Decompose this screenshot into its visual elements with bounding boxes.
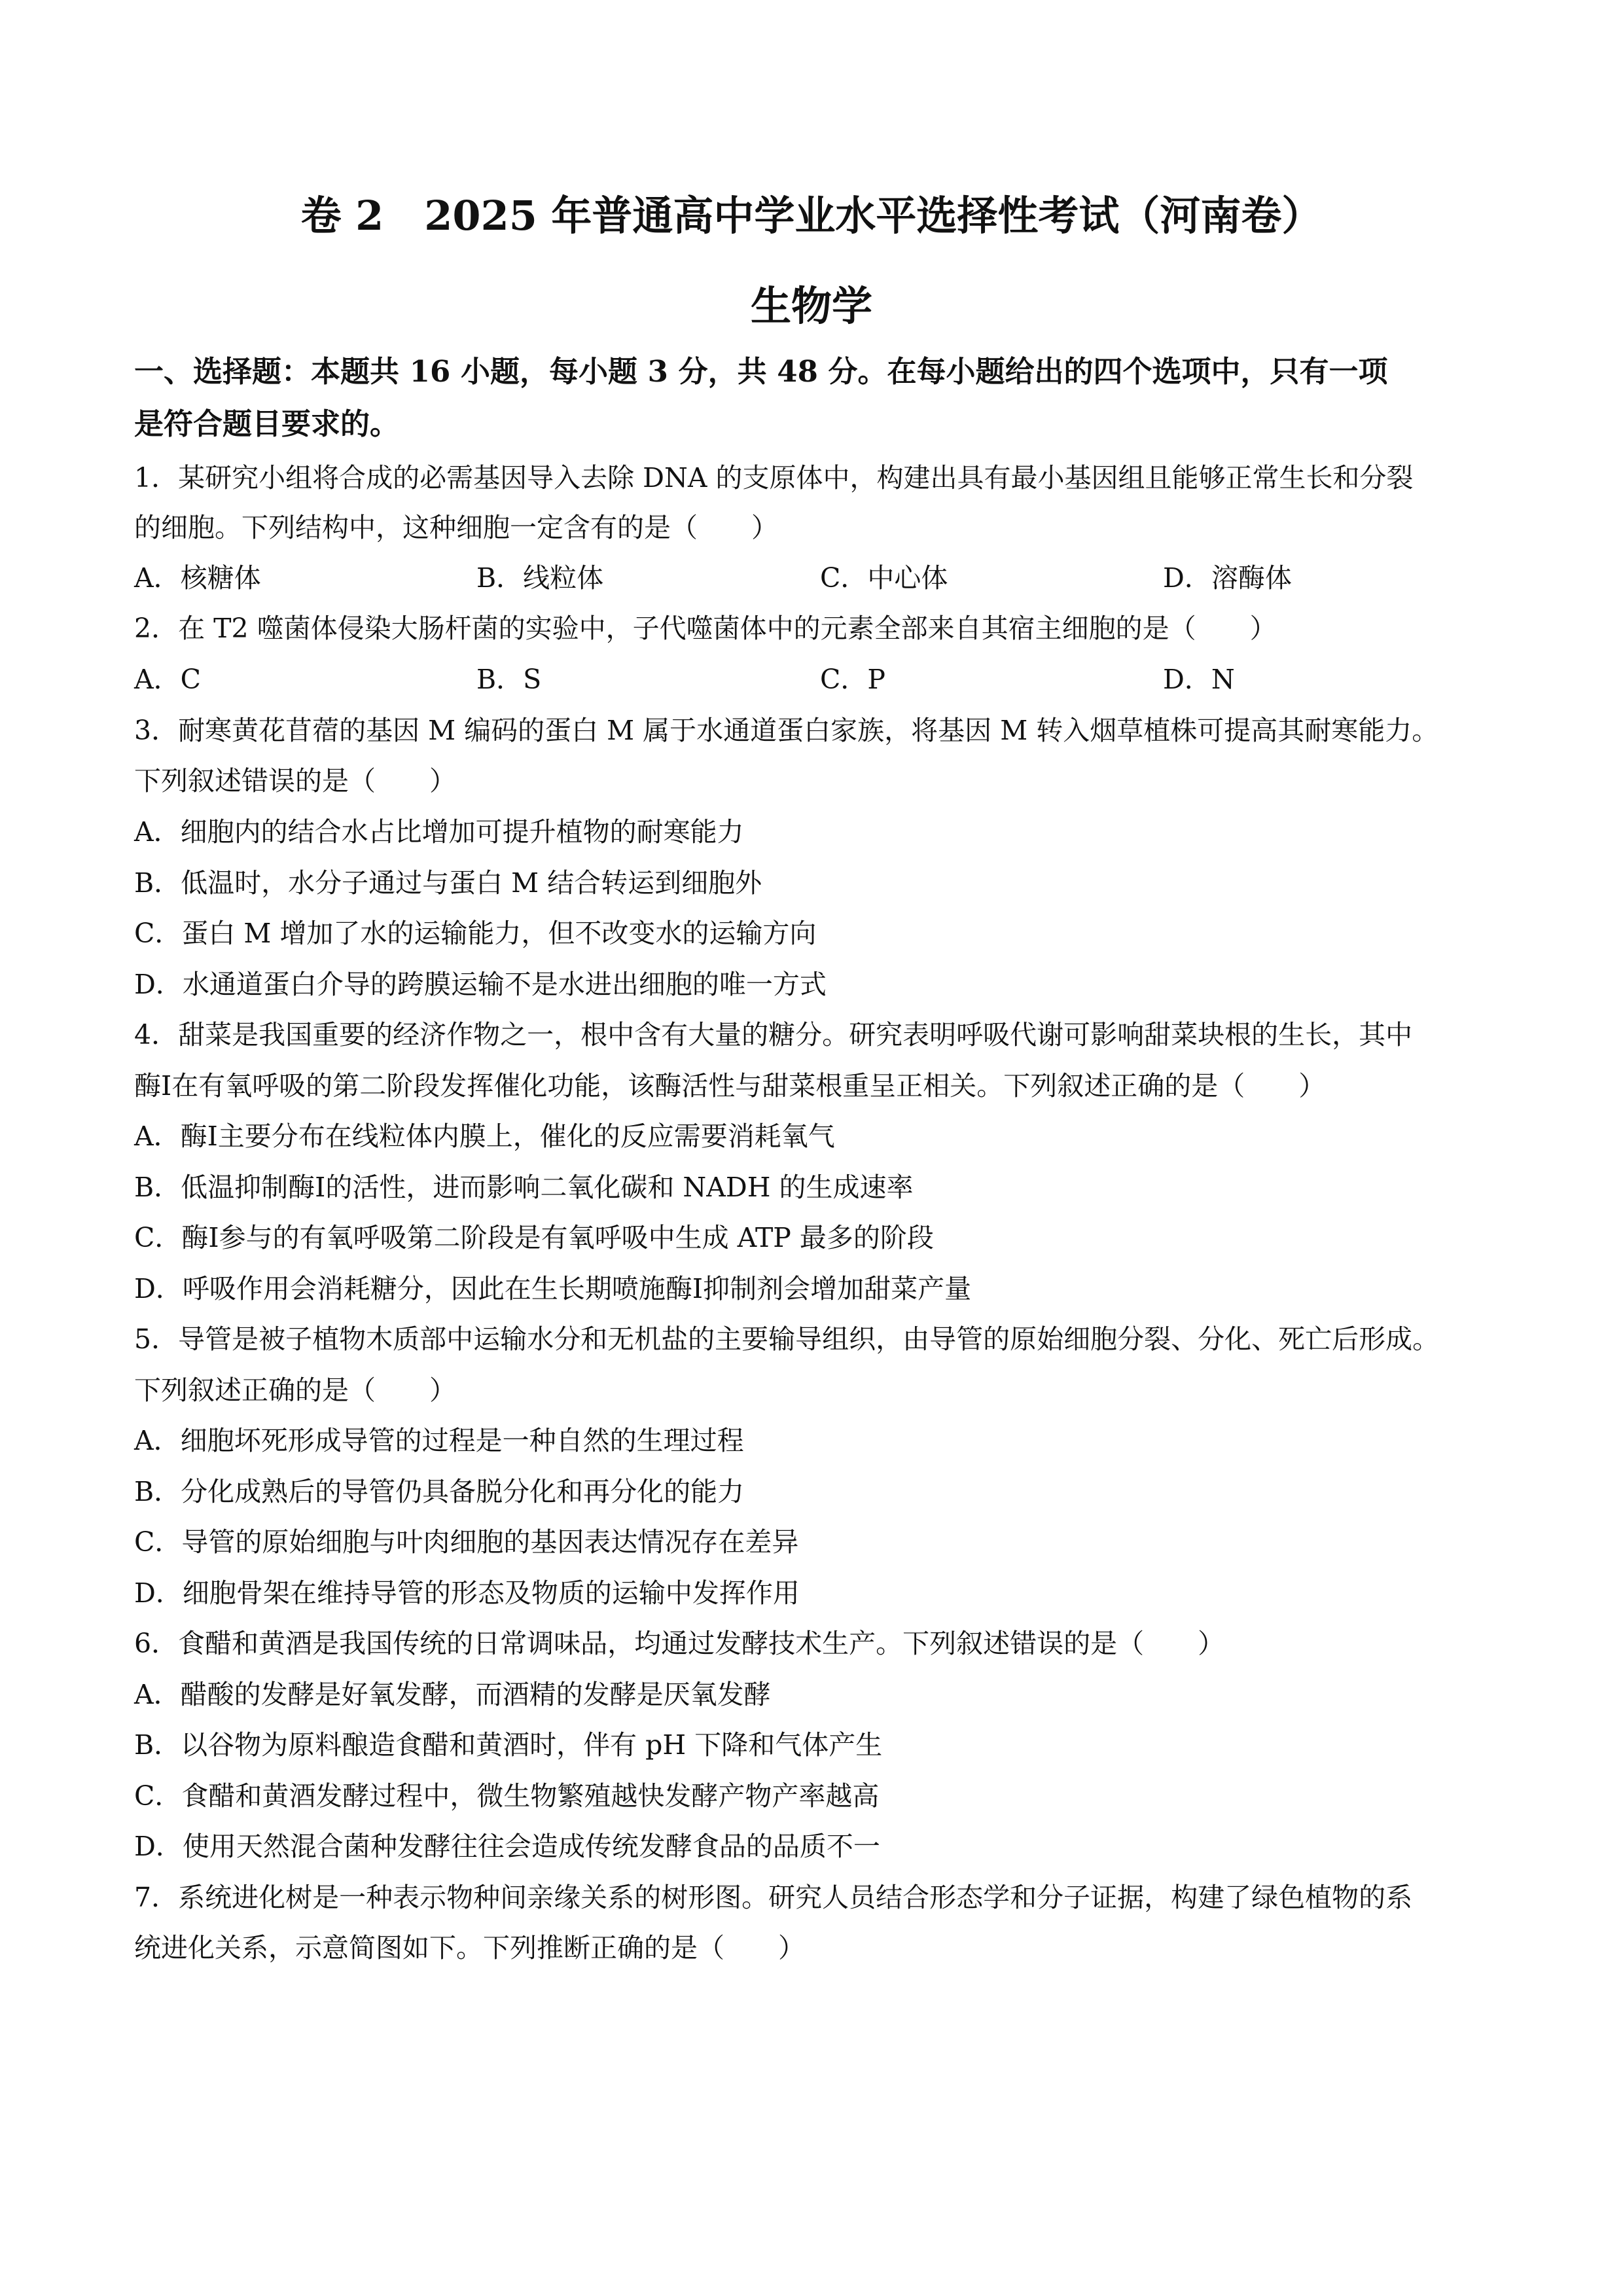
- q5-option-c: C．导管的原始细胞与叶肉细胞的基因表达情况存在差异: [134, 1526, 799, 1558]
- q6-option-d: D．使用天然混合菌种发酵往往会造成传统发酵食品的品质不一: [134, 1831, 880, 1862]
- q2-stem-line1: 2．在 T2 噬菌体侵染大肠杆菌的实验中，子代噬菌体中的元素全部来自其宿主细胞的是（ ）: [134, 613, 1277, 644]
- q4-option-c: C．酶Ⅰ参与的有氧呼吸第二阶段是有氧呼吸中生成 ATP 最多的阶段: [134, 1222, 934, 1253]
- q5-option-b: B．分化成熟后的导管仍具备脱分化和再分化的能力: [134, 1476, 745, 1507]
- q3-option-d: D．水通道蛋白介导的跨膜运输不是水进出细胞的唯一方式: [134, 969, 827, 1000]
- q3-option-c: C．蛋白 M 增加了水的运输能力，但不改变水的运输方向: [134, 918, 817, 949]
- q4-option-a: A．酶Ⅰ主要分布在线粒体内膜上，催化的反应需要消耗氧气: [134, 1121, 835, 1152]
- q7-stem-line1: 7．系统进化树是一种表示物种间亲缘关系的树形图。研究人员结合形态学和分子证据，构建了绿色植物的系: [134, 1882, 1413, 1913]
- q3-stem-line1: 3．耐寒黄花苜蓿的基因 M 编码的蛋白 M 属于水通道蛋白家族，将基因 M 转入烟草植株可提高其耐寒能力。: [134, 715, 1439, 746]
- q1-option-d: D．溶酶体: [1163, 562, 1292, 594]
- q4-option-d: D．呼吸作用会消耗糖分，因此在生长期喷施酶Ⅰ抑制剂会增加甜菜产量: [134, 1273, 972, 1304]
- q7-stem-line2: 统进化关系，示意简图如下。下列推断正确的是（ ）: [134, 1932, 805, 1964]
- q1-stem-line2: 的细胞。下列结构中，这种细胞一定含有的是（ ）: [134, 512, 778, 543]
- q4-stem-line2: 酶Ⅰ在有氧呼吸的第二阶段发挥催化功能，该酶活性与甜菜根重呈正相关。下列叙述正确的是（ ）: [134, 1070, 1326, 1102]
- exam-title: 卷 2 2025 年普通高中学业水平选择性考试（河南卷）: [300, 192, 1323, 240]
- q4-option-b: B．低温抑制酶Ⅰ的活性，进而影响二氧化碳和 NADH 的生成速率: [134, 1172, 914, 1203]
- q5-stem-line1: 5．导管是被子植物木质部中运输水分和无机盐的主要输导组织，由导管的原始细胞分裂、分化、死亡后形成。: [134, 1323, 1440, 1355]
- q6-option-b: B．以谷物为原料酿造食醋和黄酒时，伴有 pH 下降和气体产生: [134, 1729, 883, 1761]
- q2-option-d: D．N: [1163, 664, 1235, 695]
- q2-option-a: A．C: [134, 664, 201, 695]
- q5-option-d: D．细胞骨架在维持导管的形态及物质的运输中发挥作用: [134, 1577, 800, 1609]
- q2-option-c: C．P: [820, 664, 885, 695]
- q6-option-c: C．食醋和黄酒发酵过程中，微生物繁殖越快发酵产物产率越高: [134, 1780, 880, 1812]
- section-heading-line2: 是符合题目要求的。: [134, 406, 400, 441]
- q5-stem-line2: 下列叙述正确的是（ ）: [134, 1374, 456, 1406]
- section-heading-line1: 一、选择题：本题共 16 小题，每小题 3 分，共 48 分。在每小题给出的四个选项中，只有一项: [134, 354, 1388, 389]
- subject-title: 生物学: [750, 282, 872, 330]
- q3-option-b: B．低温时，水分子通过与蛋白 M 结合转运到细胞外: [134, 867, 762, 899]
- q6-option-a: A．醋酸的发酵是好氧发酵，而酒精的发酵是厌氧发酵: [134, 1679, 771, 1710]
- q5-option-a: A．细胞坏死形成导管的过程是一种自然的生理过程: [134, 1425, 744, 1456]
- q3-option-a: A．细胞内的结合水占比增加可提升植物的耐寒能力: [134, 816, 744, 848]
- q4-stem-line1: 4．甜菜是我国重要的经济作物之一，根中含有大量的糖分。研究表明呼吸代谢可影响甜菜块根的生长，其中: [134, 1019, 1413, 1050]
- q1-option-b: B．线粒体: [476, 562, 604, 594]
- q3-stem-line2: 下列叙述错误的是（ ）: [134, 765, 456, 797]
- q2-option-b: B．S: [476, 664, 542, 695]
- q6-stem-line1: 6．食醋和黄酒是我国传统的日常调味品，均通过发酵技术生产。下列叙述错误的是（ ）: [134, 1628, 1225, 1659]
- q1-option-a: A．核糖体: [134, 562, 261, 594]
- q1-option-c: C．中心体: [820, 562, 948, 594]
- q1-stem-line1: 1．某研究小组将合成的必需基因导入去除 DNA 的支原体中，构建出具有最小基因组且能够正常生长和分裂: [134, 462, 1414, 493]
